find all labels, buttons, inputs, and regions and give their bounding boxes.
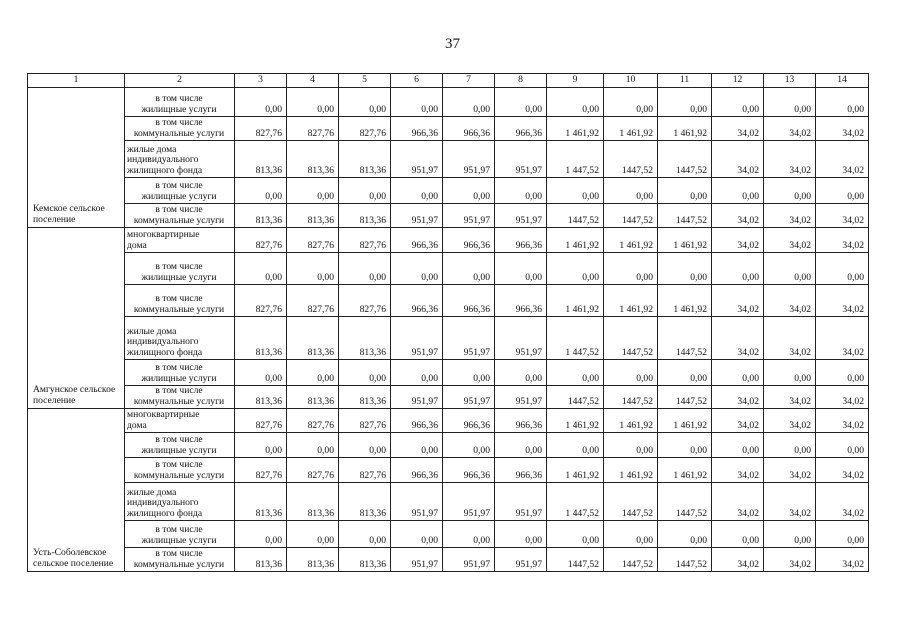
column-header-5: 5 (339, 74, 391, 88)
table-row (28, 253, 869, 285)
table-cell: 0,00 (235, 253, 287, 285)
table-cell: 34,02 (816, 483, 869, 521)
table-cell: 0,00 (712, 88, 764, 117)
table-row (28, 228, 869, 253)
table-cell: 827,76 (235, 409, 287, 433)
table-cell: 34,02 (816, 317, 869, 360)
table-cell: 1447,52 (604, 483, 658, 521)
table-cell: 0,00 (547, 88, 604, 117)
table-cell: 0,00 (235, 360, 287, 386)
tariff-table (27, 73, 869, 572)
table-cell: 0,00 (391, 88, 443, 117)
table-cell: 34,02 (764, 117, 816, 141)
table-cell: 951,97 (391, 204, 443, 228)
table-cell: 34,02 (764, 548, 816, 572)
category-label: в том числе коммунальные услуги (125, 458, 235, 483)
table-cell: 0,00 (604, 178, 658, 204)
table-cell: 0,00 (816, 253, 869, 285)
settlement-name: Усть-Соболевское сельское поселение (28, 409, 125, 572)
table-cell: 951,97 (391, 483, 443, 521)
table-cell: 966,36 (495, 117, 547, 141)
column-header-1: 1 (28, 74, 125, 88)
table-cell: 813,36 (339, 386, 391, 409)
table-cell: 1 461,92 (604, 117, 658, 141)
table-cell: 813,36 (287, 386, 339, 409)
table-cell: 951,97 (391, 548, 443, 572)
table-cell: 0,00 (764, 253, 816, 285)
table-cell: 813,36 (235, 386, 287, 409)
table-cell: 827,76 (339, 458, 391, 483)
category-label: в том числе коммунальные услуги (125, 204, 235, 228)
table-cell: 1447,52 (604, 204, 658, 228)
settlement-name: Кемское сельское поселение (28, 88, 125, 228)
table-cell: 827,76 (235, 228, 287, 253)
table-cell: 0,00 (235, 521, 287, 548)
table-cell: 827,76 (287, 285, 339, 317)
table-cell: 34,02 (764, 483, 816, 521)
table-cell: 951,97 (495, 317, 547, 360)
category-label: многоквартирные дома (125, 409, 235, 433)
column-header-11: 11 (658, 74, 712, 88)
table-cell: 0,00 (495, 253, 547, 285)
column-header-7: 7 (443, 74, 495, 88)
table-cell: 1 461,92 (658, 409, 712, 433)
column-header-6: 6 (391, 74, 443, 88)
table-cell: 966,36 (443, 117, 495, 141)
table-cell: 1447,52 (658, 317, 712, 360)
table-cell: 0,00 (604, 360, 658, 386)
table-cell: 1 461,92 (547, 409, 604, 433)
table-cell: 0,00 (235, 178, 287, 204)
table-cell: 34,02 (816, 386, 869, 409)
table-cell: 0,00 (712, 433, 764, 458)
table-cell: 813,36 (287, 317, 339, 360)
table-row (28, 317, 869, 360)
table-cell: 0,00 (712, 521, 764, 548)
table-cell: 34,02 (764, 228, 816, 253)
table-cell: 1 461,92 (604, 228, 658, 253)
table-cell: 951,97 (443, 548, 495, 572)
table-row (28, 521, 869, 548)
table-cell: 951,97 (391, 141, 443, 178)
table-cell: 34,02 (816, 548, 869, 572)
table-cell: 966,36 (391, 458, 443, 483)
table-cell: 34,02 (764, 141, 816, 178)
column-header-3: 3 (235, 74, 287, 88)
table-cell: 1447,52 (604, 386, 658, 409)
table-cell: 0,00 (443, 253, 495, 285)
table-cell: 951,97 (495, 204, 547, 228)
table-cell: 951,97 (443, 317, 495, 360)
table-cell: 827,76 (339, 285, 391, 317)
table-cell: 1447,52 (604, 141, 658, 178)
table-cell: 0,00 (391, 521, 443, 548)
column-header-4: 4 (287, 74, 339, 88)
table-cell: 0,00 (339, 88, 391, 117)
table-cell: 34,02 (712, 141, 764, 178)
table-cell: 1 461,92 (547, 117, 604, 141)
table-cell: 0,00 (495, 88, 547, 117)
table-cell: 0,00 (658, 178, 712, 204)
table-row (28, 483, 869, 521)
category-label: в том числе коммунальные услуги (125, 285, 235, 317)
table-cell: 0,00 (339, 360, 391, 386)
column-header-10: 10 (604, 74, 658, 88)
table-row (28, 409, 869, 433)
table-cell: 951,97 (391, 317, 443, 360)
table-cell: 0,00 (443, 178, 495, 204)
table-cell: 951,97 (443, 386, 495, 409)
table-cell: 0,00 (547, 433, 604, 458)
table-cell: 827,76 (339, 409, 391, 433)
table-row (28, 386, 869, 409)
table-cell: 813,36 (287, 483, 339, 521)
table-cell: 0,00 (712, 253, 764, 285)
table-cell: 0,00 (604, 253, 658, 285)
table-cell: 0,00 (764, 88, 816, 117)
table-cell: 813,36 (339, 204, 391, 228)
table-cell: 0,00 (391, 178, 443, 204)
table-cell: 1447,52 (604, 548, 658, 572)
category-label: в том числе жилищные услуги (125, 88, 235, 117)
table-cell: 0,00 (443, 360, 495, 386)
table-cell: 0,00 (443, 433, 495, 458)
table-row (28, 360, 869, 386)
table-cell: 0,00 (287, 433, 339, 458)
table-cell: 813,36 (287, 204, 339, 228)
table-cell: 0,00 (712, 178, 764, 204)
table-cell: 827,76 (339, 117, 391, 141)
table-row (28, 178, 869, 204)
table-cell: 1 447,52 (547, 483, 604, 521)
table-cell: 34,02 (712, 317, 764, 360)
table-cell: 0,00 (235, 433, 287, 458)
table-cell: 0,00 (658, 88, 712, 117)
table-cell: 813,36 (235, 204, 287, 228)
table-cell: 827,76 (287, 228, 339, 253)
table-cell: 0,00 (816, 88, 869, 117)
table-cell: 813,36 (339, 141, 391, 178)
table-cell: 34,02 (712, 117, 764, 141)
table-cell: 34,02 (764, 285, 816, 317)
column-header-9: 9 (547, 74, 604, 88)
table-cell: 0,00 (816, 433, 869, 458)
table-cell: 1 461,92 (658, 117, 712, 141)
table-row (28, 117, 869, 141)
table-cell: 951,97 (495, 548, 547, 572)
table-cell: 0,00 (658, 433, 712, 458)
table-cell: 0,00 (287, 88, 339, 117)
table-row (28, 548, 869, 572)
table-cell: 34,02 (816, 204, 869, 228)
table-cell: 951,97 (495, 386, 547, 409)
table-cell: 34,02 (712, 458, 764, 483)
table-cell: 1 461,92 (547, 458, 604, 483)
table-cell: 0,00 (764, 178, 816, 204)
category-label: в том числе коммунальные услуги (125, 386, 235, 409)
table-cell: 966,36 (443, 285, 495, 317)
table-cell: 966,36 (443, 458, 495, 483)
table-cell: 966,36 (495, 285, 547, 317)
table-cell: 0,00 (547, 178, 604, 204)
table-cell: 1 461,92 (658, 285, 712, 317)
table-cell: 813,36 (339, 483, 391, 521)
category-label: в том числе жилищные услуги (125, 253, 235, 285)
table-cell: 1 461,92 (604, 458, 658, 483)
table-cell: 0,00 (287, 360, 339, 386)
table-cell: 951,97 (391, 386, 443, 409)
table-cell: 34,02 (816, 285, 869, 317)
table-cell: 34,02 (764, 204, 816, 228)
table-row (28, 285, 869, 317)
table-cell: 813,36 (235, 141, 287, 178)
category-label: многоквартирные дома (125, 228, 235, 253)
table-cell: 966,36 (391, 228, 443, 253)
table-cell: 34,02 (816, 458, 869, 483)
table-cell: 34,02 (816, 228, 869, 253)
table-row (28, 141, 869, 178)
table-cell: 1447,52 (604, 317, 658, 360)
table-cell: 0,00 (391, 253, 443, 285)
table-cell: 0,00 (339, 178, 391, 204)
table-row (28, 433, 869, 458)
table-cell: 966,36 (495, 409, 547, 433)
table-cell: 951,97 (495, 483, 547, 521)
table-cell: 0,00 (658, 253, 712, 285)
category-label: в том числе коммунальные услуги (125, 548, 235, 572)
table-cell: 1 461,92 (547, 285, 604, 317)
table-cell: 1 447,52 (547, 317, 604, 360)
column-header-13: 13 (764, 74, 816, 88)
table-cell: 813,36 (287, 141, 339, 178)
table-cell: 0,00 (495, 521, 547, 548)
table-cell: 1 461,92 (547, 228, 604, 253)
table-cell: 966,36 (495, 458, 547, 483)
table-cell: 966,36 (443, 409, 495, 433)
table-cell: 827,76 (339, 228, 391, 253)
table-cell: 0,00 (816, 178, 869, 204)
table-cell: 1 461,92 (658, 228, 712, 253)
table-cell: 966,36 (495, 228, 547, 253)
table-cell: 1447,52 (658, 204, 712, 228)
table-cell: 813,36 (339, 317, 391, 360)
table-cell: 0,00 (391, 433, 443, 458)
table-cell: 0,00 (287, 178, 339, 204)
column-header-8: 8 (495, 74, 547, 88)
category-label: в том числе жилищные услуги (125, 433, 235, 458)
table-cell: 813,36 (235, 317, 287, 360)
table-cell: 0,00 (547, 253, 604, 285)
table-cell: 813,36 (235, 548, 287, 572)
table-cell: 0,00 (712, 360, 764, 386)
category-label: жилые дома индивидуального жилищного фонда (125, 483, 235, 521)
table-cell: 0,00 (495, 433, 547, 458)
table-cell: 827,76 (235, 285, 287, 317)
table-cell: 0,00 (287, 521, 339, 548)
column-header-12: 12 (712, 74, 764, 88)
table-cell: 34,02 (712, 228, 764, 253)
table-cell: 966,36 (391, 409, 443, 433)
table-cell: 1447,52 (547, 548, 604, 572)
table-cell: 0,00 (604, 521, 658, 548)
table-cell: 966,36 (391, 285, 443, 317)
table-cell: 34,02 (816, 141, 869, 178)
table-cell: 0,00 (339, 521, 391, 548)
table-row (28, 204, 869, 228)
table-cell: 1447,52 (547, 386, 604, 409)
table-cell: 0,00 (339, 253, 391, 285)
table-cell: 0,00 (816, 360, 869, 386)
category-label: в том числе жилищные услуги (125, 360, 235, 386)
table-cell: 1447,52 (658, 548, 712, 572)
table-cell: 0,00 (658, 360, 712, 386)
table-cell: 1 461,92 (658, 458, 712, 483)
column-header-14: 14 (816, 74, 869, 88)
table-cell: 34,02 (712, 386, 764, 409)
table-cell: 0,00 (495, 360, 547, 386)
header-row (28, 74, 869, 88)
table-cell: 0,00 (391, 360, 443, 386)
table-cell: 951,97 (495, 141, 547, 178)
table-cell: 0,00 (339, 433, 391, 458)
table-cell: 813,36 (235, 483, 287, 521)
table-row (28, 88, 869, 117)
table-cell: 0,00 (547, 360, 604, 386)
table-cell: 1447,52 (658, 141, 712, 178)
table-cell: 827,76 (235, 117, 287, 141)
table-cell: 1 447,52 (547, 141, 604, 178)
category-label: в том числе жилищные услуги (125, 178, 235, 204)
table-cell: 0,00 (495, 178, 547, 204)
table-cell: 813,36 (287, 548, 339, 572)
table-cell: 0,00 (443, 88, 495, 117)
table-cell: 34,02 (764, 386, 816, 409)
table-cell: 0,00 (604, 433, 658, 458)
table-cell: 34,02 (712, 548, 764, 572)
table-cell: 34,02 (764, 458, 816, 483)
table-cell: 0,00 (764, 360, 816, 386)
table-cell: 813,36 (339, 548, 391, 572)
table-cell: 0,00 (764, 433, 816, 458)
table-cell: 1447,52 (658, 386, 712, 409)
table-cell: 1447,52 (658, 483, 712, 521)
category-label: в том числе жилищные услуги (125, 521, 235, 548)
category-label: жилые дома индивидуального жилищного фонда (125, 141, 235, 178)
table-cell: 0,00 (604, 88, 658, 117)
table-cell: 827,76 (235, 458, 287, 483)
table-cell: 1 461,92 (604, 409, 658, 433)
table-cell: 827,76 (287, 117, 339, 141)
table-row (28, 458, 869, 483)
category-label: жилые дома индивидуального жилищного фонда (125, 317, 235, 360)
table-cell: 0,00 (658, 521, 712, 548)
table-cell: 966,36 (443, 228, 495, 253)
table-cell: 34,02 (764, 317, 816, 360)
table-cell: 34,02 (764, 409, 816, 433)
table-cell: 827,76 (287, 409, 339, 433)
table-cell: 951,97 (443, 141, 495, 178)
table-cell: 0,00 (287, 253, 339, 285)
table-cell: 34,02 (816, 117, 869, 141)
table-cell: 1447,52 (547, 204, 604, 228)
table-cell: 34,02 (712, 409, 764, 433)
table-cell: 951,97 (443, 204, 495, 228)
table-cell: 951,97 (443, 483, 495, 521)
table-cell: 1 461,92 (604, 285, 658, 317)
page-number: 37 (445, 36, 460, 52)
table-cell: 34,02 (712, 204, 764, 228)
table-cell: 827,76 (287, 458, 339, 483)
settlement-name: Амгунское сельское поселение (28, 228, 125, 409)
table-cell: 0,00 (816, 521, 869, 548)
table-cell: 34,02 (816, 409, 869, 433)
column-header-2: 2 (125, 74, 235, 88)
table-cell: 966,36 (391, 117, 443, 141)
table-cell: 0,00 (764, 521, 816, 548)
category-label: в том числе коммунальные услуги (125, 117, 235, 141)
table-cell: 34,02 (712, 483, 764, 521)
table-cell: 0,00 (547, 521, 604, 548)
table-cell: 0,00 (443, 521, 495, 548)
table-cell: 34,02 (712, 285, 764, 317)
table-cell: 0,00 (235, 88, 287, 117)
